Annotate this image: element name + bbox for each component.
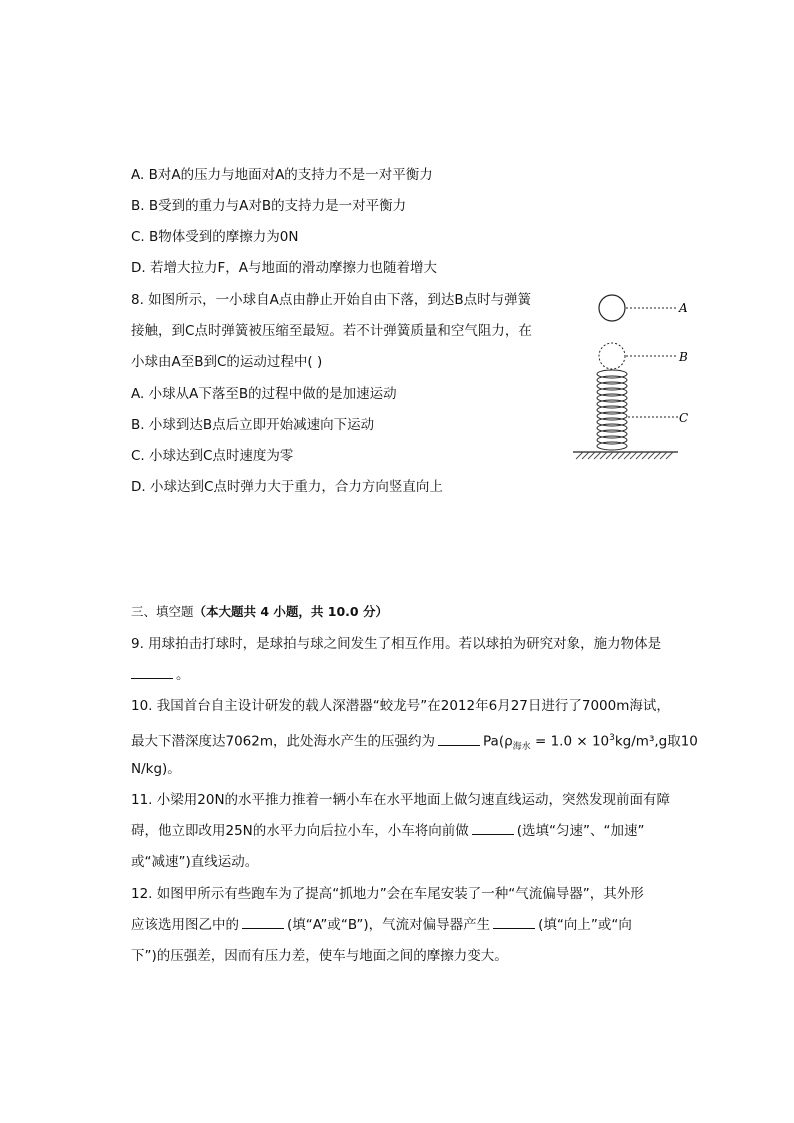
q8-stem-line-3: 小球由A至B到C的运动过程中( ) — [131, 354, 323, 370]
q7-option-b: B. B受到的重力与A对B的支持力是一对平衡力 — [131, 198, 407, 214]
q8-stem-line-1: 8. 如图所示，一小球自A点由静止开始自由下落，到达B点时与弹簧 — [131, 292, 532, 308]
q12-line-1: 12. 如图甲所示有些跑车为了提高“抓地力”会在车尾安装了一种“气流偏导器”，其外形 — [131, 886, 644, 902]
section-3-heading — [131, 603, 388, 621]
q11-line-2 — [131, 822, 645, 840]
q12-answer-blank-1[interactable] — [242, 916, 284, 929]
q12-line-2-end: (填“向上”或“向 — [538, 917, 632, 933]
ball-at-a — [599, 295, 625, 321]
q8-stem-line-2: 接触，到C点时弹簧被压缩至最短。若不计弹簧质量和空气阻力，在 — [131, 323, 532, 339]
q11-line-2-end: (选填“匀速”、“加速” — [516, 823, 645, 839]
q10-line-2-start: 最大下潜深度达7062m，此处海水产生的压强约为 — [131, 733, 436, 750]
q12-line-2-mid: (填“A”或“B”)，气流对偏导器产生 — [287, 917, 491, 933]
q7-option-a: A. B对A的压力与地面对A的支持力不是一对平衡力 — [131, 167, 433, 183]
q10-unit: Pa(ρ — [483, 733, 513, 750]
ball-at-b — [599, 343, 625, 369]
q11-answer-blank[interactable] — [472, 822, 514, 835]
q10-line-3: N/kg)。 — [131, 761, 181, 777]
section-3-prefix: 三、填空题 — [131, 604, 194, 619]
spring-ball-figure — [570, 288, 700, 468]
q12-answer-blank-2[interactable] — [493, 916, 535, 929]
q8-option-a: A. 小球从A下落至B的过程中做的是加速运动 — [131, 386, 397, 402]
q9-line-2 — [131, 666, 190, 684]
q10-rho-subscript: 海水 — [512, 742, 531, 753]
q10-line-1: 10. 我国首台自主设计研发的载人深潜器“蛟龙号”在2012年6月27日进行了7000m海试， — [131, 698, 670, 714]
q7-option-d: D. 若增大拉力F，A与地面的滑动摩擦力也随着增大 — [131, 260, 437, 276]
label-c: C — [679, 411, 689, 425]
q11-line-2-start: 碍，他立即改用25N的水平力向后拉小车，小车将向前做 — [131, 823, 469, 839]
q10-answer-blank[interactable] — [438, 733, 480, 746]
label-a: A — [679, 301, 688, 315]
q11-line-1: 11. 小梁用20N的水平推力推着一辆小车在水平地面上做匀速直线运动，突然发现前面有障 — [131, 792, 671, 808]
q11-line-3: 或“减速”)直线运动。 — [131, 854, 259, 870]
q10-density: = 1.0 × 10 — [530, 733, 610, 750]
q8-option-b: B. 小球到达B点后立即开始减速向下运动 — [131, 417, 375, 433]
q10-exponent: 3 — [609, 733, 615, 743]
q10-line-2-end: kg/m³,g取10 — [614, 733, 698, 750]
ground-hatch — [576, 452, 673, 459]
q9-line-2-end: 。 — [176, 667, 190, 683]
q12-line-3: 下”)的压强差，因而有压力差，使车与地面之间的摩擦力变大。 — [131, 948, 508, 964]
spring — [597, 370, 627, 450]
q12-line-2-start: 应该选用图乙中的 — [131, 917, 239, 933]
q9-answer-blank[interactable] — [131, 666, 173, 679]
section-3-detail: （本大题共 4 小题，共 10.0 分） — [193, 604, 388, 619]
q12-line-2 — [131, 916, 632, 934]
q10-line-2 — [131, 729, 698, 756]
q9-line-1: 9. 用球拍击打球时，是球拍与球之间发生了相互作用。若以球拍为研究对象，施力物体是 — [131, 636, 662, 652]
q8-option-d: D. 小球达到C点时弹力大于重力，合力方向竖直向上 — [131, 479, 443, 495]
label-b: B — [679, 350, 688, 364]
q7-option-c: C. B物体受到的摩擦力为0N — [131, 229, 299, 245]
q8-option-c: C. 小球达到C点时速度为零 — [131, 448, 294, 464]
